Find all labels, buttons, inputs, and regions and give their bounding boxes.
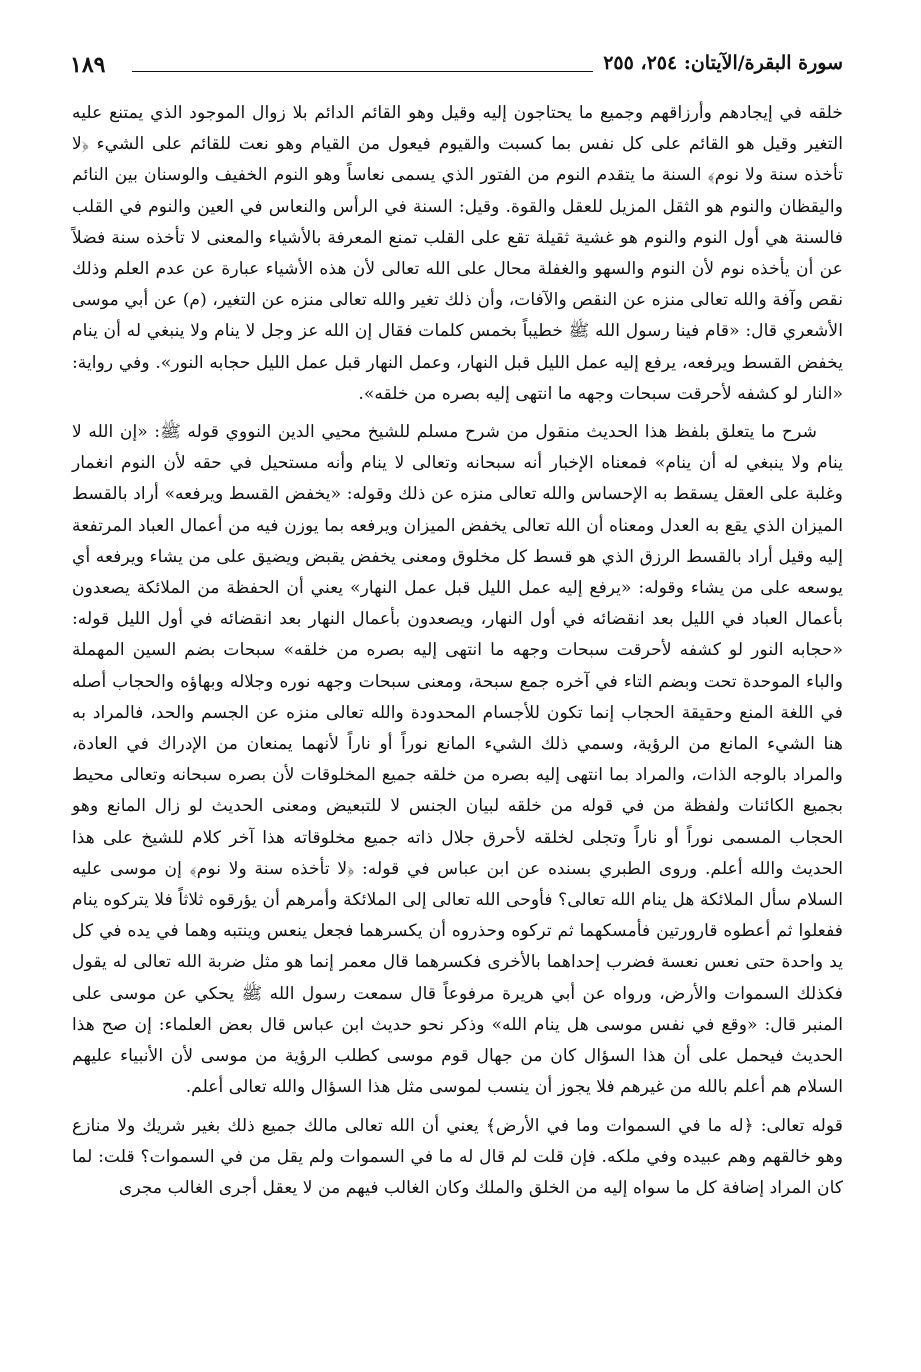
page-number: ١٨٩ bbox=[70, 52, 106, 78]
running-title: سورة البقرة/الآيتان: ٢٥٤، ٢٥٥ bbox=[603, 52, 843, 74]
running-header bbox=[70, 52, 843, 86]
header-rule bbox=[132, 71, 593, 72]
paragraph-3: قوله تعالى: ﴿له ما في السموات وما في الأرض﴾ يعني أن الله تعالى مالك جميع ذلك بغير شريك ولا منازع وهو خالقهم وهم عبيده وفي ملكه. فإن قلت لم قال له ما في السموات ولم يقل من في السموات؟ قلت: لما كان المراد إضافة كل ما سواه إليه من الخلق والملك وكان الغالب فيهم من لا يعقل أجرى الغالب مجرى bbox=[72, 1115, 843, 1198]
paragraph-1: خلقه في إيجادهم وأرزاقهم وجميع ما يحتاجون إليه وقيل وهو القائم الدائم بلا زوال الموجود الذي يمتنع عليه التغير وقيل هو القائم على كل نفس بما كسبت والقيوم فيعول من القيام وهو نعت للقائم على الشيء ﴿لا تأخذه سنة ولا نوم﴾ السنة ما يتقدم النوم من الفتور الذي يسمى نعاساً وهو النوم الخفيف والوسنان بين النائم واليقظان والنوم هو الثقل المزيل للعقل والقوة. وقيل: السنة في الرأس والنعاس في العين والنوم في القلب فالسنة هي أول النوم والنوم هو غشية ثقيلة تقع على القلب تمنع المعرفة بالأشياء والمعنى لا تأخذه سنة فضلاً عن أن يأخذه نوم لأن النوم والسهو والغفلة محال على الله تعالى لأن هذه الأشياء عبارة عن عدم العلم وذلك نقص وآفة والله تعالى منزه عن النقص والآفات، وأن ذلك تغير والله تعالى منزه عن التغير، (م) عن أبي موسى الأشعري قال: «قام فينا رسول الله ﷺ خطيباً بخمس كلمات فقال إن الله عز وجل لا ينام ولا ينبغي له أن ينام يخفض القسط ويرفعه، يرفع إليه عمل الليل قبل النهار، وعمل النهار قبل عمل الليل حجابه النور». وفي رواية: «النار لو كشفه لأحرقت سبحات وجهه ما انتهى إليه بصره من خلقه». bbox=[72, 103, 843, 404]
paragraph-2: شرح ما يتعلق بلفظ هذا الحديث منقول من شرح مسلم للشيخ محيي الدين النووي قوله ﷺ: «إن الله لا ينام ولا ينبغي له أن ينام» فمعناه الإخبار أنه سبحانه وتعالى لا ينام وأنه مستحيل في حقه لأن النوم انغمار وغلبة على العقل يسقط به الإحساس والله تعالى منزه عن ذلك وقوله: «يخفض القسط ويرفعه» أراد بالقسط الميزان الذي يقع به العدل ومعناه أن الله تعالى يخفض الميزان ويرفعه بما يوزن فيه من أعمال العباد المرتفعة إليه وقيل أراد بالقسط الرزق الذي هو قسط كل مخلوق ومعنى يخفض يقبض ويضيق على من يشاء ويرفعه أي يوسعه على من يشاء وقوله: «يرفع إليه عمل الليل قبل عمل النهار» يعني أن الحفظة من الملائكة يصعدون بأعمال العباد في الليل بعد انقضائه في أول النهار، ويصعدون بأعمال النهار بعد انقضائه في أول الليل قوله: «حجابه النور لو كشفه لأحرقت سبحات وجهه ما انتهى إليه بصره من خلقه» سبحات بضم السين المهملة والباء الموحدة تحت وبضم التاء في آخره جمع سبحة، ومعنى سبحات وجهه نوره وجلاله وبهاؤه والحجاب أصله في اللغة المنع وحقيقة الحجاب إنما تكون للأجسام المحدودة والله تعالى منزه عن الجسم والحد، فالمراد به هنا الشيء المانع من الرؤية، وسمي ذلك الشيء المانع نوراً أو ناراً لأنهما يمنعان من الإدراك في العادة، والمراد بالوجه الذات، والمراد بما انتهى إليه بصره من خلقه جميع المخلوقات لأن بصره سبحانه وتعالى محيط بجميع الكائنات ولفظة من في قوله من خلقه لبيان الجنس لا للتبعيض ومعنى الحديث لو زال المانع وهو الحجاب المسمى نوراً أو ناراً وتجلى لخلقه لأحرق جلال ذاته جميع مخلوقاته هذا آخر كلام للشيخ على هذا الحديث والله أعلم. وروى الطبري بسنده عن ابن عباس في قوله: ﴿لا تأخذه سنة ولا نوم﴾ إن موسى عليه السلام سأل الملائكة هل ينام الله تعالى؟ فأوحى الله تعالى إلى الملائكة وأمرهم أن يؤرقوه ثلاثاً فلا يتركوه ينام ففعلوا ثم أعطوه قارورتين فأمسكهما ثم تركوه وحذروه أن يكسرهما فجعل ينعس وينتبه وهما في يده في كل يد واحدة حتى نعس نعسة فضرب إحداهما بالأخرى فكسرهما قال معمر إنما هو مثل ضربة الله تعالى له يقول فكذلك السموات والأرض، ورواه عن أبي هريرة مرفوعاً قال سمعت رسول الله ﷺ يحكي عن موسى على المنبر قال: «وقع في نفس موسى هل ينام الله» وذكر نحو حديث ابن عباس قال بعض العلماء: إن صح هذا الحديث فيحمل على أن هذا السؤال كان من جهال قوم موسى كطلب الرؤية من موسى لأن الأنبياء عليهم السلام هم أعلم بالله من غيرهم فلا يجوز أن ينسب لموسى مثل هذا السؤال والله تعالى أعلم. bbox=[72, 422, 843, 1098]
body-text bbox=[72, 98, 843, 1204]
